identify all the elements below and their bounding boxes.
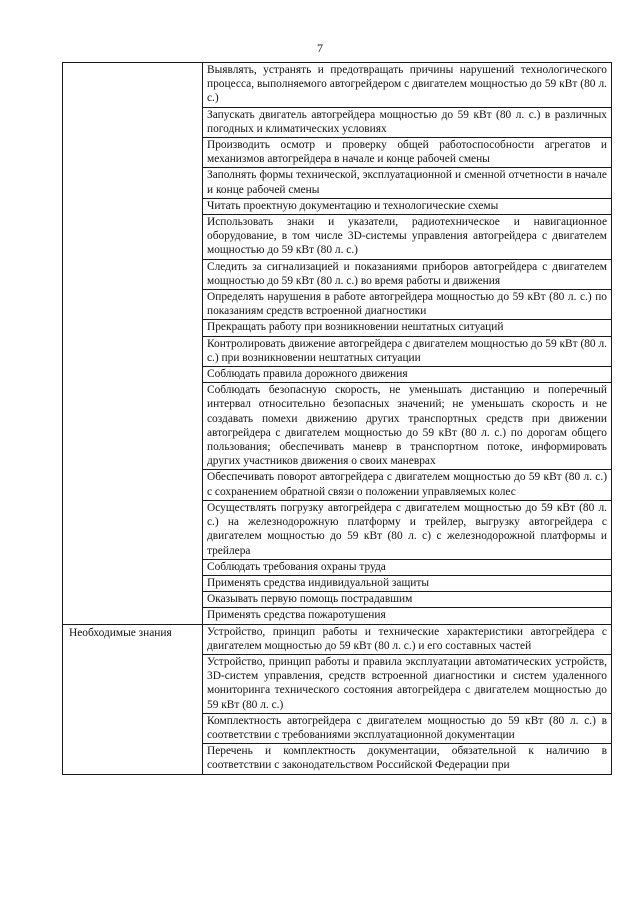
row-label — [63, 63, 202, 64]
skill-item: Оказывать первую помощь пострадавшим — [203, 592, 611, 608]
knowledge-item: Устройство, принцип работы и правила эксплуатации автоматических устройств, 3D-систем управления, средств встроенной диагностики и систем удаленного мониторинга технического состояния автогрейдера с двигателем мощностью до 59 кВт (80 л. с.) — [203, 655, 611, 714]
skill-item: Соблюдать требования охраны труда — [203, 560, 611, 576]
skill-item: Прекращать работу при возникновении нештатных ситуаций — [203, 320, 611, 336]
skill-item: Применять средства индивидуальной защиты — [203, 576, 611, 592]
professional-standard-table — [62, 62, 612, 775]
page-number: 7 — [317, 41, 323, 55]
skill-item: Применять средства пожаротушения — [207, 609, 386, 622]
skill-item: Использовать знаки и указатели, радиотехническое и навигационное оборудование, в том числе 3D-системы управления автогрейдера с двигателем мощностью до 59 кВт (80 л. с.) — [203, 215, 611, 260]
skill-item: Производить осмотр и проверку общей работоспособности агрегатов и механизмов автогрейдера в начале и конце рабочей смены — [203, 138, 611, 168]
skill-item: Контролировать движение автогрейдера с двигателем мощностью до 59 кВт (80 л. с.) при возникновении нештатных ситуации — [203, 337, 611, 367]
knowledge-item: Комплектность автогрейдера с двигателем мощностью до 59 кВт (80 л. с.) в соответствии с требованиями эксплуатационной документации — [203, 714, 611, 744]
skill-item: Запускать двигатель автогрейдера мощностью до 59 кВт (80 л. с.) в различных погодных и климатических условиях — [203, 108, 611, 138]
row-label: Необходимые знания — [69, 626, 172, 639]
knowledge-list-cell — [203, 624, 612, 774]
skill-item: Обеспечивать поворот автогрейдера с двигателем мощностью до 59 кВт (80 л. с.) с сохранением обратной связи о положении управляемых колес — [203, 470, 611, 500]
skill-item: Выявлять, устранять и предотвращать причины нарушений технологического процесса, выполняемого автогрейдером с двигателем мощностью до 59 кВт (80 л. с.) — [203, 63, 611, 108]
skill-item: Соблюдать безопасную скорость, не уменьшать дистанцию и поперечный интервал относительно безопасных значений; не уменьшать скорость и не создавать помехи движению других транспортных средств при движении автогрейдера с двигателем мощностью до 59 кВт (80 л. с.) по дорогам общего пользования; обеспечивать маневр в транспортном потоке, информировать других участников движения о своих маневрах — [203, 383, 611, 470]
knowledge-item: Перечень и комплектность документации, обязательной к наличию в соответствии с законодательством Российской Федерации при — [207, 745, 607, 772]
skills-list-cell — [203, 63, 612, 625]
row-label-cell — [63, 624, 203, 774]
row-label-cell — [63, 63, 203, 625]
knowledge-row — [63, 624, 612, 774]
skill-item: Читать проектную документацию и технологические схемы — [203, 199, 611, 215]
skill-item: Следить за сигнализацией и показаниями приборов автогрейдера с двигателем мощностью до 59 кВт (80 л. с.) во время работы и движения — [203, 260, 611, 290]
skill-item: Соблюдать правила дорожного движения — [203, 367, 611, 383]
skill-item: Заполнять формы технической, эксплуатационной и сменной отчетности в начале и конце рабочей смены — [203, 168, 611, 198]
skill-item: Определять нарушения в работе автогрейдера мощностью до 59 кВт (80 л. с.) по показаниям средств встроенной диагностики — [203, 290, 611, 320]
knowledge-item: Устройство, принцип работы и технические характеристики автогрейдера с двигателем мощностью до 59 кВт (80 л. с.) и его составных частей — [203, 625, 611, 655]
skills-row — [63, 63, 612, 625]
skill-item: Осуществлять погрузку автогрейдера с двигателем мощностью до 59 кВт (80 л. с.) на железнодорожную платформу и трейлер, выгрузку автогрейдера с двигателем мощностью до 59 кВт (80 л. с) с железнодорожной платформы и трейлера — [203, 501, 611, 560]
